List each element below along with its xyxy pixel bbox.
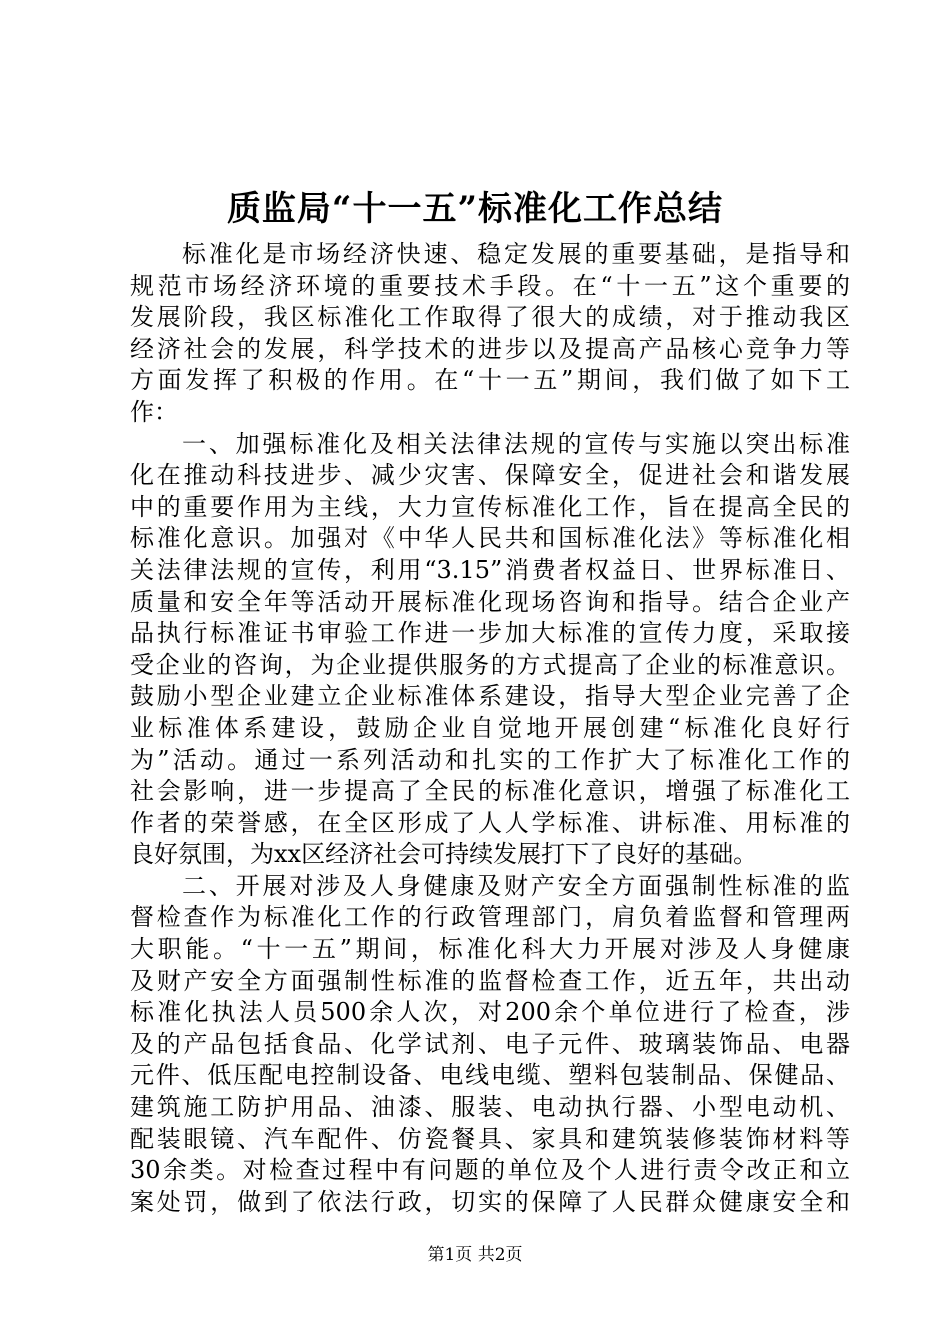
body-line: 督检查作为标准化工作的行政管理部门，肩负着监督和管理两 bbox=[130, 903, 850, 932]
body-line: 方面发挥了积极的作用。在“十一五”期间，我们做了如下工 bbox=[130, 366, 850, 395]
page-number: 第1页 共2页 bbox=[427, 1245, 523, 1265]
body-line: 二、开展对涉及人身健康及财产安全方面强制性标准的监 bbox=[182, 871, 850, 900]
body-line: 质量和安全年等活动开展标准化现场咨询和指导。结合企业产 bbox=[130, 587, 850, 616]
body-line: 及财产安全方面强制性标准的监督检查工作，近五年，共出动 bbox=[130, 966, 850, 995]
body-line: 社会影响，进一步提高了全民的标准化意识，增强了标准化工 bbox=[130, 777, 850, 806]
body-line: 为”活动。通过一系列活动和扎实的工作扩大了标准化工作的 bbox=[130, 745, 850, 774]
body-line: 元件、低压配电控制设备、电线电缆、塑料包装制品、保健品、 bbox=[130, 1061, 850, 1090]
body-line: 发展阶段，我区标准化工作取得了很大的成绩，对于推动我区 bbox=[130, 303, 850, 332]
body-line: 一、加强标准化及相关法律法规的宣传与实施以突出标准 bbox=[182, 429, 850, 458]
body-line: 业标准体系建设，鼓励企业自觉地开展创建“标准化良好行 bbox=[130, 713, 850, 742]
body-line: 案处罚，做到了依法行政，切实的保障了人民群众健康安全和 bbox=[130, 1187, 850, 1216]
body-line: 大职能。“十一五”期间，标准化科大力开展对涉及人身健康 bbox=[130, 935, 850, 964]
body-line: 中的重要作用为主线，大力宣传标准化工作，旨在提高全民的 bbox=[130, 492, 850, 521]
body-line: 30余类。对检查过程中有问题的单位及个人进行责令改正和立 bbox=[130, 1156, 850, 1185]
document-title: 质监局“十一五”标准化工作总结 bbox=[226, 189, 724, 229]
body-line: 标准化是市场经济快速、稳定发展的重要基础，是指导和 bbox=[182, 240, 850, 268]
body-line: 及的产品包括食品、化学试剂、电子元件、玻璃装饰品、电器 bbox=[130, 1029, 850, 1058]
body-line: 品执行标准证书审验工作进一步加大标准的宣传力度，采取接 bbox=[130, 619, 850, 648]
body-line: 关法律法规的宣传，利用“3.15”消费者权益日、世界标准日、 bbox=[130, 555, 850, 584]
body-line: 作者的荣誉感，在全区形成了人人学标准、讲标准、用标准的 bbox=[130, 808, 850, 837]
body-line: 化在推动科技进步、减少灾害、保障安全，促进社会和谐发展 bbox=[130, 461, 850, 490]
body-line: 受企业的咨询，为企业提供服务的方式提高了企业的标准意识。 bbox=[130, 650, 850, 679]
body-line: 作： bbox=[130, 397, 178, 426]
body-line: 标准化意识。加强对《中华人民共和国标准化法》等标准化相 bbox=[130, 524, 850, 553]
body-line: 建筑施工防护用品、油漆、服装、电动执行器、小型电动机、 bbox=[130, 1093, 850, 1122]
body-line: 标准化执法人员500余人次，对200余个单位进行了检查，涉 bbox=[130, 998, 850, 1027]
body-line: 良好氛围，为xx区经济社会可持续发展打下了良好的基础。 bbox=[130, 840, 758, 869]
body-line: 配装眼镜、汽车配件、仿瓷餐具、家具和建筑装修装饰材料等 bbox=[130, 1124, 850, 1153]
body-line: 经济社会的发展，科学技术的进步以及提高产品核心竞争力等 bbox=[130, 334, 850, 363]
body-line: 鼓励小型企业建立企业标准体系建设，指导大型企业完善了企 bbox=[130, 682, 850, 711]
document-body bbox=[130, 239, 850, 1218]
body-line: 规范市场经济环境的重要技术手段。在“十一五”这个重要的 bbox=[130, 271, 850, 300]
